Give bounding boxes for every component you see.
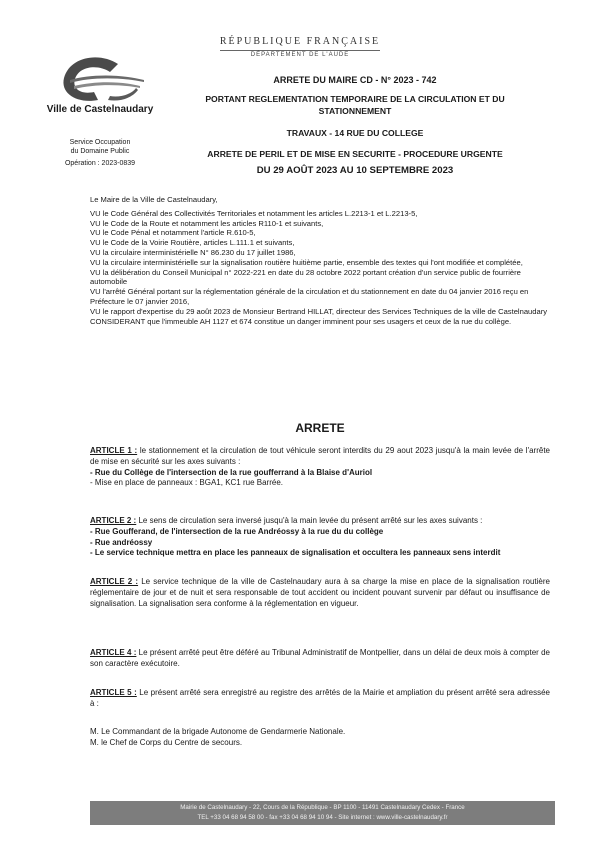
- considerant-line: Le Maire de la Ville de Castelnaudary,: [90, 195, 218, 204]
- considerant-line: VU la circulaire interministérielle N° 86.230 du 17 juillet 1986,: [90, 247, 296, 257]
- date-range: DU 29 AOÛT 2023 AU 10 SEPTEMBRE 2023: [256, 165, 454, 176]
- recipient: M. Le Commandant de la brigade Autonome de Gendarmerie Nationale.: [90, 727, 346, 736]
- considerant-line: VU la circulaire interministérielle sur la signalisation routière huitième partie, ensemble des textes qui l'ont modifiée et complétée,: [90, 257, 523, 267]
- article-2: [90, 516, 550, 559]
- article-2-item: - Rue Goufferand, de l'intersection de la rue Andréossy à la rue du du collège: [90, 526, 384, 536]
- article-2-item: - Le service technique mettra en place les panneaux de signalisation et occultera les panneaux sens interdit: [90, 548, 501, 558]
- city-name: Ville de Castelnaudary: [46, 104, 154, 115]
- title-line-1: PORTANT REGLEMENTATION TEMPORAIRE DE LA CIRCULATION ET DU: [205, 94, 505, 104]
- recipient: M. le Chef de Corps du Centre de secours.: [90, 737, 243, 747]
- republique-francaise: RÉPUBLIQUE FRANÇAISE: [219, 36, 381, 47]
- article-1-item: - Rue du Collège de l'intersection de la rue goufferrand à la Blaise d'Auriol: [90, 467, 373, 477]
- article-1-item: - Mise en place de panneaux : BGA1, KC1 rue Barrée.: [90, 478, 283, 488]
- footer-address: Mairie de Castelnaudary - 22, Cours de la République - BP 1100 - 11491 Castelnaudary Cedex - France: [180, 804, 465, 811]
- article-1-label: ARTICLE 1 :: [90, 446, 138, 455]
- footer-bar: [90, 801, 555, 825]
- article-3-text: Le service technique de la ville de Castelnaudary aura à sa charge la mise en place de la signalisation routière réglementaire de jour et de nuit et sera responsable de tout accident ou incident pouvant survenir par défaut ou insuffisance de signalisation. La signalisation sera conforme à la réglementation en vigueur.: [90, 577, 550, 608]
- considerants: [90, 195, 550, 326]
- departement: DÉPARTEMENT DE L'AUDE: [250, 52, 350, 58]
- header-divider: [220, 50, 380, 51]
- considerant-line: VU le Code de la Voirie Routière, articles L.111.1 et suivants,: [90, 238, 295, 248]
- article-3: [90, 577, 550, 609]
- article-2-item: - Rue andréossy: [90, 537, 153, 547]
- service-name-2: du Domaine Public: [70, 148, 130, 155]
- footer-contact: TEL +33 04 68 94 58 00 - fax +33 04 68 94 10 94 - Site internet : www.ville-castelnaudary.fr: [197, 814, 448, 821]
- considerant-line: VU le Code Général des Collectivités Territoriales et notamment les articles L.2213-1 et L.2213-5,: [90, 208, 418, 218]
- article-1-text: le stationnement et la circulation de tout véhicule seront interdits du 29 aout 2023 jusqu'à la main levée de l'arrête de mise en sécurité sur les axes suivants :: [90, 446, 550, 466]
- title-line-2: STATIONNEMENT: [318, 106, 392, 116]
- article-4-text: Le présent arrêté peut être déféré au Tribunal Administratif de Montpellier, dans un délai de deux mois à compter de son caractère exécutoire.: [90, 648, 550, 668]
- article-3-label: ARTICLE 2 :: [90, 577, 139, 586]
- article-4: [90, 648, 550, 670]
- arrete-title: ARRETE: [295, 421, 345, 435]
- article-2-label: ARTICLE 2 :: [90, 516, 137, 525]
- article-5-label: ARTICLE 5 :: [90, 688, 137, 697]
- article-5-text: Le présent arrêté sera enregistré au registre des arrêtés de la Mairie et ampliation du présent arrêté sera adressée à :: [90, 688, 550, 708]
- considerant-line: VU l'arrêté Général portant sur la réglementation générale de la circulation et du stationnement en date du 04 janvier 2016 reçu en Préfecture le 07 janvier 2016,: [90, 287, 529, 306]
- recipients: [90, 727, 550, 749]
- article-2-text: Le sens de circulation sera inversé jusqu'à la main levée du présent arrêté sur les axes suivants :: [136, 516, 483, 525]
- service-name-1: Service Occupation: [69, 139, 131, 146]
- considerant-line: VU le Code Pénal et notamment l'article R.610-5,: [90, 228, 256, 238]
- considerant-line: VU la délibération du Conseil Municipal n° 2022-221 en date du 28 octobre 2022 portant création d'un service public de fourrière automobile: [90, 267, 521, 287]
- operation-number: Opération : 2023-0839: [64, 160, 136, 167]
- arrete-number: ARRETE DU MAIRE CD - N° 2023 - 742: [273, 75, 437, 85]
- article-5: [90, 688, 550, 710]
- travaux-heading: TRAVAUX - 14 RUE DU COLLEGE: [286, 128, 424, 138]
- considerant-line: CONSIDERANT que l'immeuble AH 1127 et 674 constitue un danger imminent pour ses usagers et ceux de la rue du collège.: [90, 316, 512, 326]
- peril-heading: ARRETE DE PERIL ET DE MISE EN SECURITE - PROCEDURE URGENTE: [207, 149, 503, 159]
- article-4-label: ARTICLE 4 :: [90, 648, 137, 657]
- article-1: [90, 446, 550, 489]
- considerant-line: VU le Code de la Route et notamment les articles R110-1 et suivants,: [90, 218, 324, 228]
- considerant-line: VU le rapport d'expertise du 29 août 2023 de Monsieur Bertrand HILLAT, directeur des Services Techniques de la ville de Castelnaudary: [90, 306, 548, 316]
